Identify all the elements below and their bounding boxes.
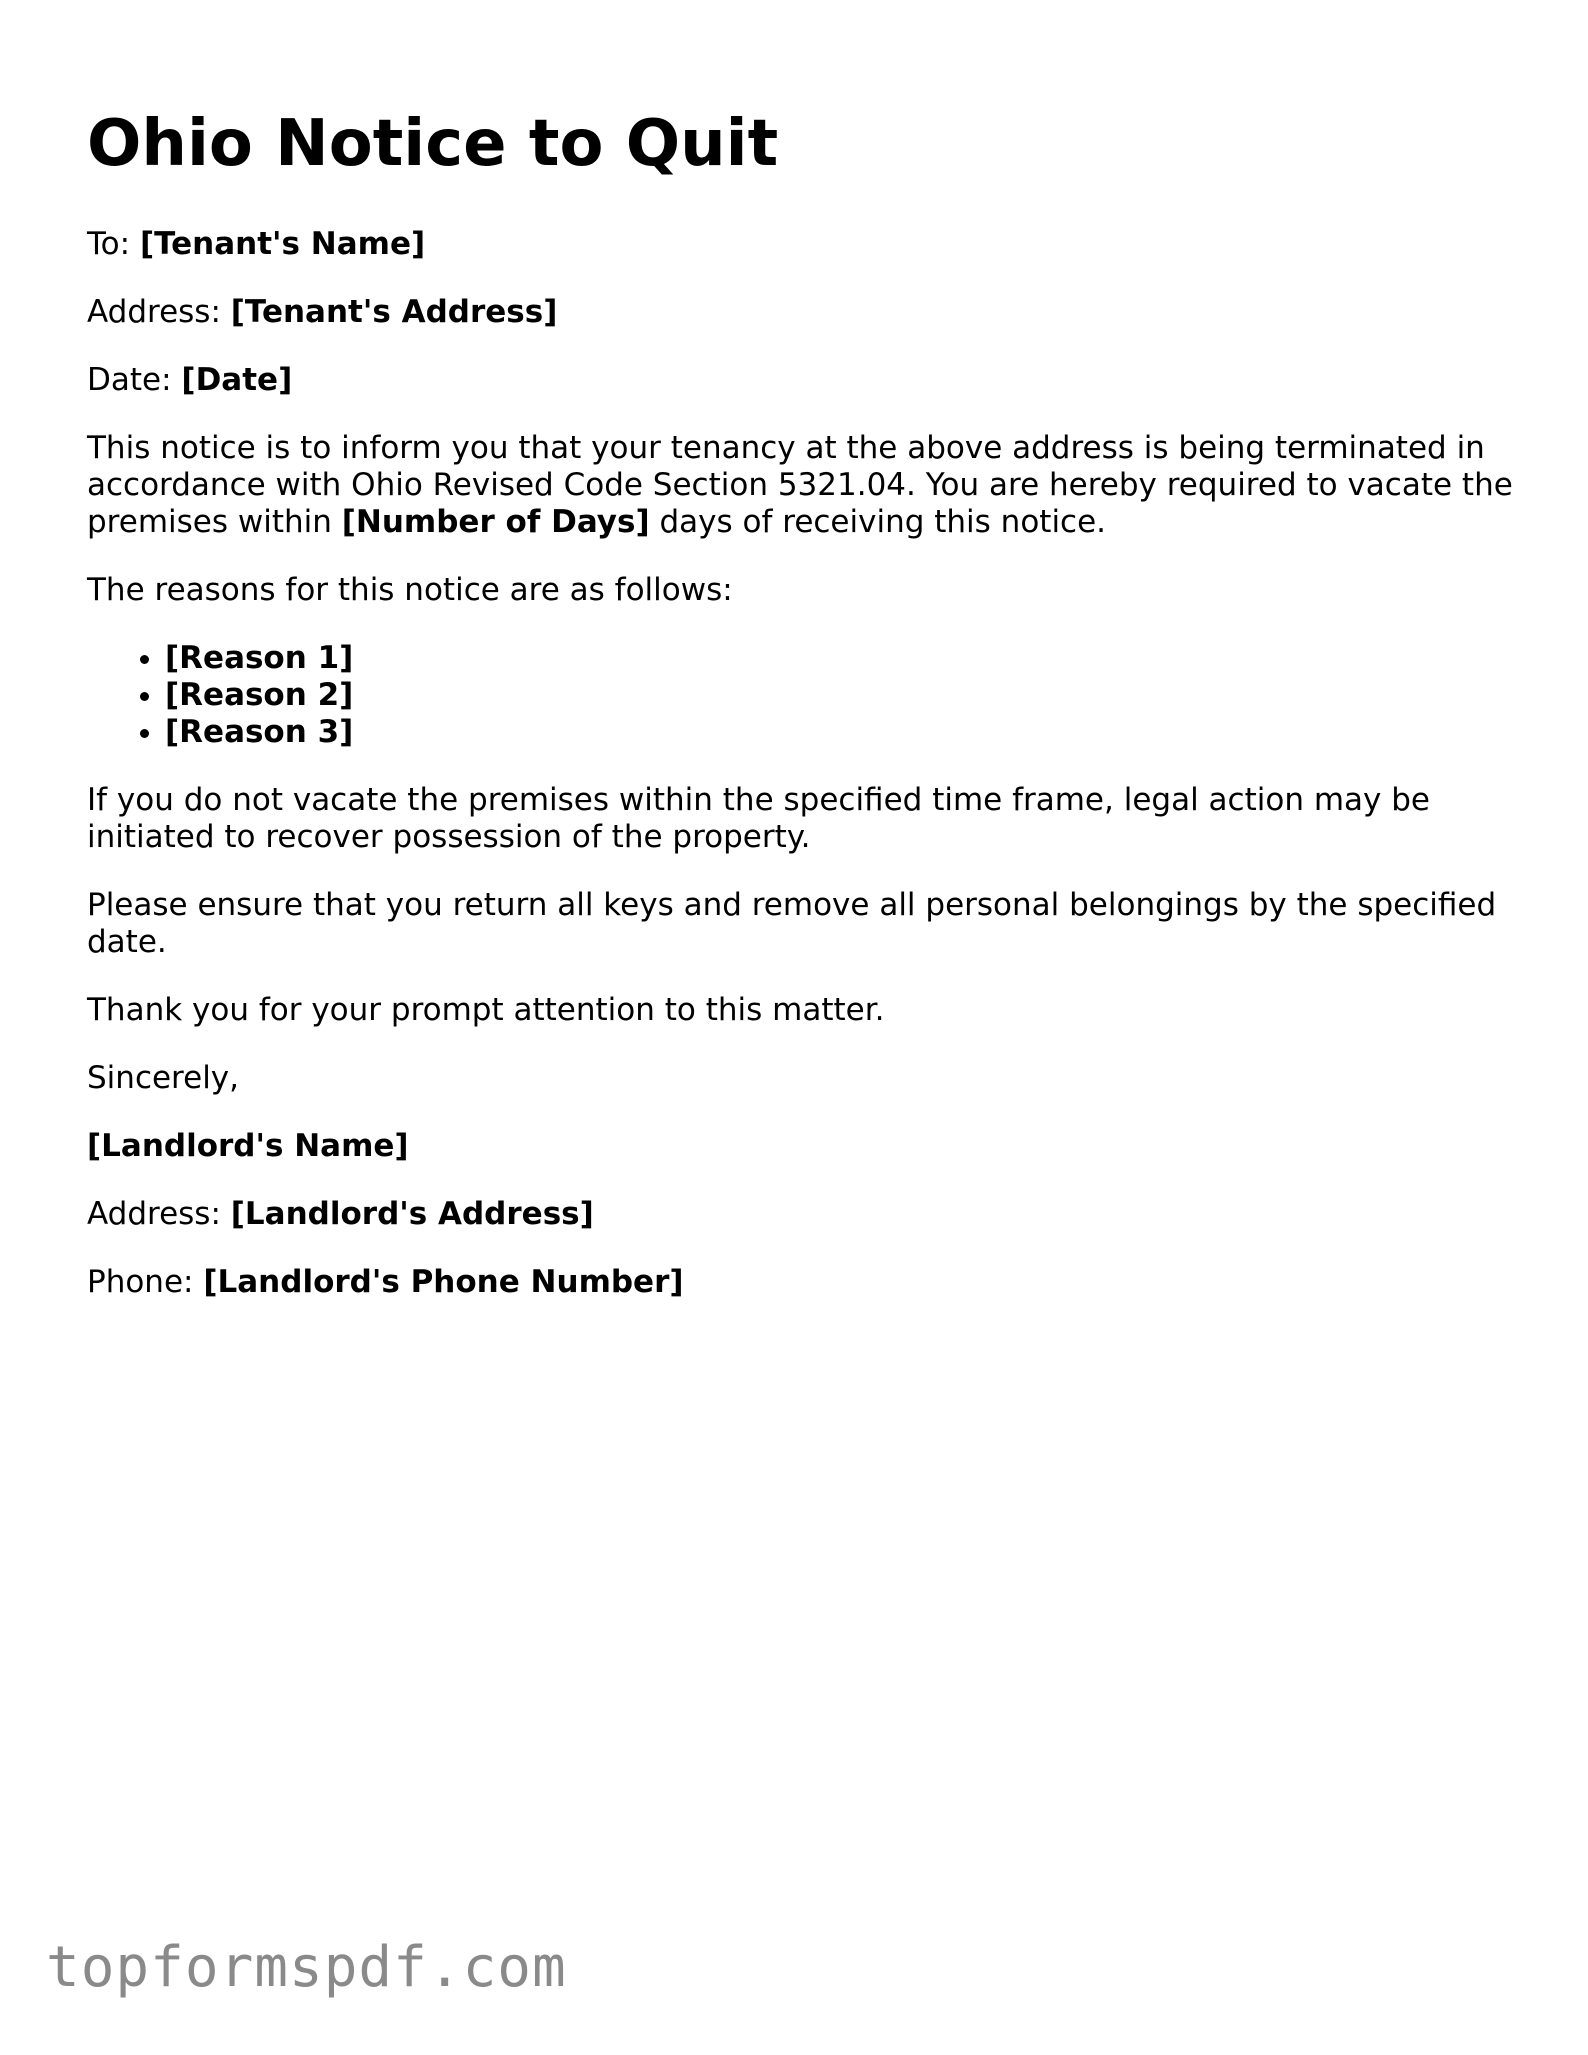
list-item: [165, 714, 1527, 751]
address-line: [87, 294, 1527, 331]
landlord-name-placeholder: [Landlord's Name]: [87, 1127, 409, 1164]
notice-document: [87, 108, 1527, 1332]
site-watermark: topformspdf.com: [46, 1935, 567, 2000]
date-line: [87, 362, 1527, 399]
legal-action-paragraph: If you do not vacate the premises within the specified time frame, legal action may be initiated to recover possession of the property.: [87, 781, 1430, 855]
address-label: Address:: [87, 293, 221, 330]
thanks-paragraph: Thank you for your prompt attention to this matter.: [87, 991, 885, 1028]
landlord-name-line: [87, 1128, 1527, 1165]
landlord-address-label: Address:: [87, 1195, 221, 1232]
landlord-phone-label: Phone:: [87, 1263, 194, 1300]
to-label: To:: [87, 225, 131, 262]
notice-paragraph: [87, 430, 1527, 541]
landlord-address-line: [87, 1196, 1527, 1233]
number-of-days-placeholder: [Number of Days]: [341, 503, 650, 540]
tenant-name-placeholder: [Tenant's Name]: [139, 225, 426, 262]
landlord-address-placeholder: [Landlord's Address]: [230, 1195, 594, 1232]
closing: Sincerely,: [87, 1059, 240, 1096]
reasons-list: [87, 640, 1527, 751]
reason-1-placeholder: [Reason 1]: [165, 639, 354, 676]
notice-text-after: days of receiving this notice.: [649, 503, 1107, 540]
keys-paragraph: Please ensure that you return all keys and remove all personal belongings by the specified date.: [87, 886, 1497, 960]
document-title: Ohio Notice to Quit: [87, 107, 779, 181]
landlord-phone-line: [87, 1264, 1527, 1301]
list-item: [165, 640, 1527, 677]
to-line: [87, 226, 1527, 263]
reason-3-placeholder: [Reason 3]: [165, 713, 354, 750]
notice-text-before: This notice is to inform you that your tenancy at the above address is being terminated in accordance with Ohio Revised Code Section 5321.04. You are hereby required to vacate the premises within: [87, 429, 1513, 540]
reasons-intro: The reasons for this notice are as follows:: [87, 571, 733, 608]
date-placeholder: [Date]: [181, 361, 293, 398]
reason-2-placeholder: [Reason 2]: [165, 676, 354, 713]
list-item: [165, 677, 1527, 714]
date-label: Date:: [87, 361, 172, 398]
tenant-address-placeholder: [Tenant's Address]: [230, 293, 558, 330]
landlord-phone-placeholder: [Landlord's Phone Number]: [203, 1263, 684, 1300]
